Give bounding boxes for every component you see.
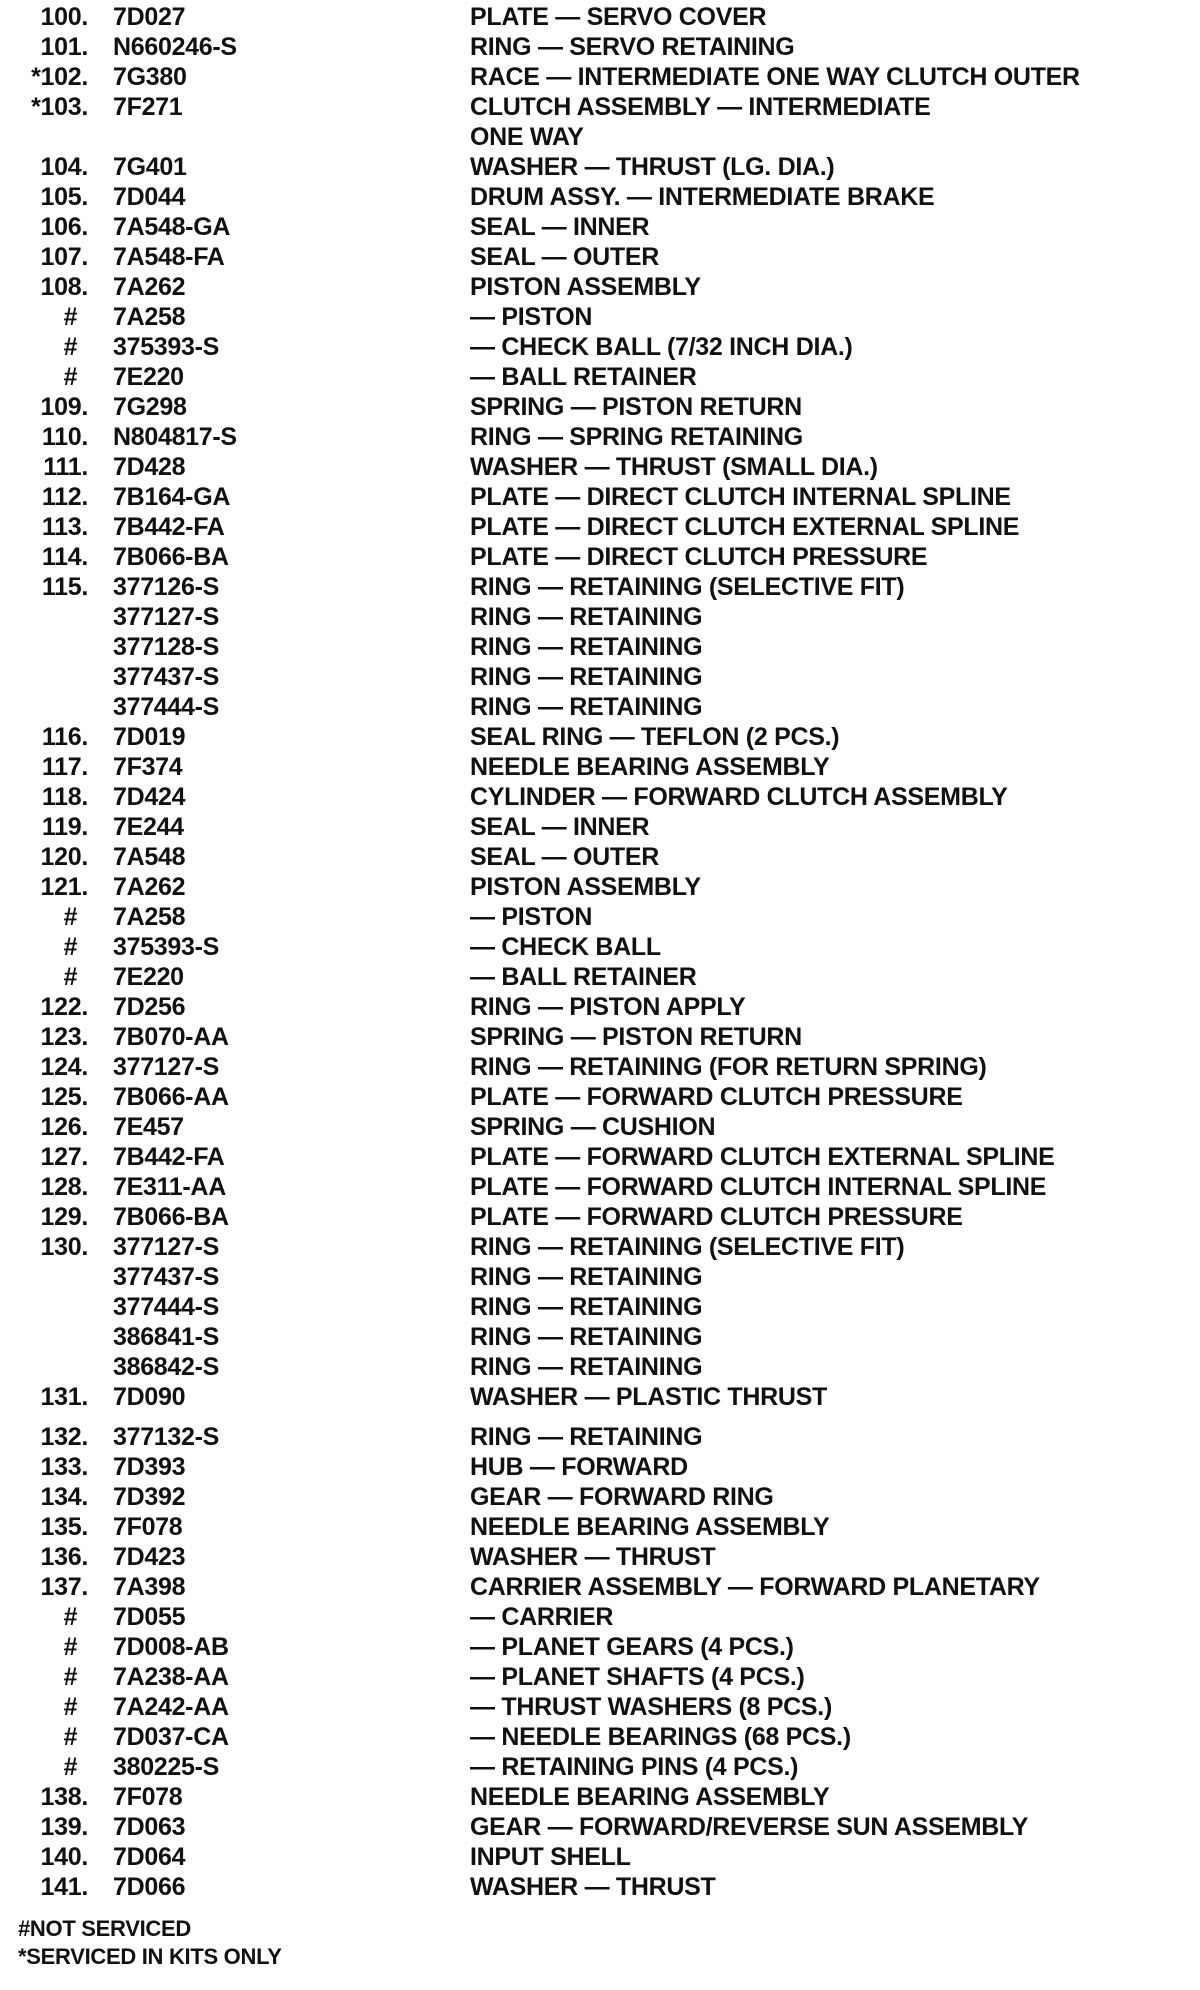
item-number: 125.: [40, 1083, 88, 1111]
parts-row: [0, 1202, 1200, 1232]
item-number: 126.: [40, 1113, 88, 1141]
parts-row: [0, 32, 1200, 62]
item-number: 101.: [40, 33, 88, 61]
part-description: — THRUST WASHERS (8 PCS.): [470, 1693, 832, 1721]
part-description: RING — SPRING RETAINING: [470, 423, 803, 451]
part-number: 7F078: [113, 1783, 183, 1811]
item-number: #: [63, 303, 77, 331]
item-number: 139.: [40, 1813, 88, 1841]
item-number: 127.: [40, 1143, 88, 1171]
part-number: 7D256: [113, 993, 186, 1021]
part-number: 7A398: [113, 1573, 186, 1601]
part-description: GEAR — FORWARD/REVERSE SUN ASSEMBLY: [470, 1813, 1029, 1841]
part-number: 7A258: [113, 303, 186, 331]
part-description: SEAL RING — TEFLON (2 PCS.): [470, 723, 840, 751]
parts-row: [0, 602, 1200, 632]
part-description: — CHECK BALL (7/32 INCH DIA.): [470, 333, 853, 361]
parts-row: [0, 1052, 1200, 1082]
part-description: SEAL — OUTER: [470, 843, 660, 871]
part-number: 375393-S: [113, 333, 220, 361]
part-number: 377132-S: [113, 1423, 220, 1451]
item-number: #: [63, 903, 77, 931]
parts-row: [0, 932, 1200, 962]
part-number: 7D008-AB: [113, 1633, 229, 1661]
part-description: PLATE — FORWARD CLUTCH PRESSURE: [470, 1203, 963, 1231]
item-number: #: [63, 333, 77, 361]
item-number: 119.: [41, 813, 88, 841]
part-description: RING — RETAINING: [470, 1353, 703, 1381]
parts-row: [0, 692, 1200, 722]
part-description: — PISTON: [470, 303, 593, 331]
part-description: INPUT SHELL: [470, 1843, 631, 1871]
item-number: 124.: [40, 1053, 88, 1081]
part-number: 386842-S: [113, 1353, 220, 1381]
part-description: SEAL — INNER: [470, 813, 650, 841]
part-description: RING — RETAINING: [470, 1293, 703, 1321]
part-description: NEEDLE BEARING ASSEMBLY: [470, 753, 830, 781]
part-description: GEAR — FORWARD RING: [470, 1483, 774, 1511]
item-number: #: [63, 1663, 77, 1691]
part-number: 377437-S: [113, 663, 220, 691]
part-number: 7D424: [113, 783, 186, 811]
parts-row: [0, 812, 1200, 842]
part-description: CLUTCH ASSEMBLY — INTERMEDIATE ONE WAY: [470, 93, 931, 151]
part-description: PLATE — FORWARD CLUTCH INTERNAL SPLINE: [470, 1173, 1047, 1201]
part-description: RING — RETAINING (SELECTIVE FIT): [470, 1233, 905, 1261]
footnote-not-serviced: #NOT SERVICED: [18, 1916, 191, 1941]
item-number: 118.: [41, 783, 88, 811]
parts-row: [0, 782, 1200, 812]
part-number: 7A258: [113, 903, 186, 931]
parts-row: [0, 1422, 1200, 1452]
item-number: 135.: [40, 1513, 88, 1541]
item-number: 132.: [40, 1423, 88, 1451]
part-number: 7E244: [113, 813, 184, 841]
item-number: 133.: [40, 1453, 88, 1481]
item-number: 134.: [40, 1483, 88, 1511]
parts-row: [0, 422, 1200, 452]
part-description: NEEDLE BEARING ASSEMBLY: [470, 1783, 830, 1811]
parts-row: [0, 92, 1200, 152]
part-description: WASHER — THRUST: [470, 1873, 716, 1901]
part-number: 377127-S: [113, 1053, 220, 1081]
part-number: 7B164-GA: [113, 483, 231, 511]
parts-row: [0, 1112, 1200, 1142]
part-number: 7E457: [113, 1113, 184, 1141]
item-number: 120.: [40, 843, 88, 871]
part-number: 7B066-AA: [113, 1083, 229, 1111]
part-description: — PISTON: [470, 903, 593, 931]
parts-row: [0, 1352, 1200, 1382]
item-number: 137.: [40, 1573, 88, 1601]
item-number: #: [63, 963, 77, 991]
item-number: 129.: [40, 1203, 88, 1231]
parts-row: [0, 362, 1200, 392]
part-number: 377128-S: [113, 633, 220, 661]
part-number: 377126-S: [113, 573, 220, 601]
part-description: PISTON ASSEMBLY: [470, 273, 701, 301]
item-number: 105.: [40, 183, 88, 211]
parts-row: [0, 62, 1200, 92]
part-description: — BALL RETAINER: [470, 363, 697, 391]
item-number: 107.: [40, 243, 88, 271]
part-description: RING — RETAINING: [470, 663, 703, 691]
part-number: 386841-S: [113, 1323, 220, 1351]
part-number: 7B066-BA: [113, 1203, 229, 1231]
part-description: SPRING — PISTON RETURN: [470, 393, 802, 421]
part-description: WASHER — THRUST (LG. DIA.): [470, 153, 835, 181]
part-number: 7A548: [113, 843, 186, 871]
part-description: RING — PISTON APPLY: [470, 993, 746, 1021]
part-number: 7A548-GA: [113, 213, 231, 241]
item-number: #: [63, 1753, 77, 1781]
part-description: RING — RETAINING (SELECTIVE FIT): [470, 573, 905, 601]
part-description: DRUM ASSY. — INTERMEDIATE BRAKE: [470, 183, 935, 211]
item-number: 106.: [40, 213, 88, 241]
parts-row: [0, 842, 1200, 872]
parts-row: [0, 1322, 1200, 1352]
part-number: 7A262: [113, 273, 186, 301]
part-description: NEEDLE BEARING ASSEMBLY: [470, 1513, 830, 1541]
part-number: 377444-S: [113, 1293, 220, 1321]
item-number: 136.: [40, 1543, 88, 1571]
item-number: *103.: [31, 93, 88, 121]
item-number: 122.: [40, 993, 88, 1021]
parts-row: [0, 632, 1200, 662]
item-number: 108.: [40, 273, 88, 301]
part-description: CYLINDER — FORWARD CLUTCH ASSEMBLY: [470, 783, 1008, 811]
part-description: CARRIER ASSEMBLY — FORWARD PLANETARY: [470, 1573, 1040, 1601]
parts-row: [0, 1812, 1200, 1842]
part-description: RING — RETAINING: [470, 1323, 703, 1351]
part-number: 7D037-CA: [113, 1723, 229, 1751]
part-number: 7D392: [113, 1483, 186, 1511]
parts-row: [0, 752, 1200, 782]
parts-row: [0, 1542, 1200, 1572]
part-number: 7G298: [113, 393, 187, 421]
part-description: RACE — INTERMEDIATE ONE WAY CLUTCH OUTER: [470, 63, 1080, 91]
parts-row: [0, 242, 1200, 272]
item-number: 113.: [41, 513, 88, 541]
item-number: #: [63, 363, 77, 391]
part-number: 7D428: [113, 453, 186, 481]
part-description: WASHER — PLASTIC THRUST: [470, 1383, 827, 1411]
part-number: 7B066-BA: [113, 543, 229, 571]
part-number: 7A262: [113, 873, 186, 901]
part-number: 7A548-FA: [113, 243, 225, 271]
part-description: RING — RETAINING: [470, 603, 703, 631]
part-number: 377127-S: [113, 603, 220, 631]
parts-row: [0, 1782, 1200, 1812]
part-description: PLATE — DIRECT CLUTCH EXTERNAL SPLINE: [470, 513, 1020, 541]
parts-row: [0, 512, 1200, 542]
part-description: SEAL — INNER: [470, 213, 650, 241]
part-number: 7F078: [113, 1513, 183, 1541]
parts-row: [0, 1842, 1200, 1872]
part-number: 7D090: [113, 1383, 186, 1411]
part-number: 7E220: [113, 963, 184, 991]
parts-row: [0, 1512, 1200, 1542]
part-number: 7B442-FA: [113, 1143, 225, 1171]
part-description: WASHER — THRUST (SMALL DIA.): [470, 453, 878, 481]
part-number: 7D423: [113, 1543, 186, 1571]
part-description: — PLANET GEARS (4 PCS.): [470, 1633, 794, 1661]
part-description: RING — RETAINING: [470, 1423, 703, 1451]
item-number: 111.: [43, 453, 88, 481]
parts-row: [0, 1632, 1200, 1662]
item-number: 123.: [40, 1023, 88, 1051]
part-description: — NEEDLE BEARINGS (68 PCS.): [470, 1723, 851, 1751]
item-number: 117.: [41, 753, 88, 781]
parts-row: [0, 1602, 1200, 1632]
part-number: N660246-S: [113, 33, 237, 61]
part-description: PLATE — FORWARD CLUTCH EXTERNAL SPLINE: [470, 1143, 1055, 1171]
parts-row: [0, 1662, 1200, 1692]
part-number: 7E311-AA: [113, 1173, 226, 1201]
parts-row: [0, 272, 1200, 302]
parts-row: [0, 902, 1200, 932]
part-number: 7B070-AA: [113, 1023, 229, 1051]
part-number: 7D044: [113, 183, 186, 211]
part-description: RING — RETAINING (FOR RETURN SPRING): [470, 1053, 987, 1081]
part-description: — CARRIER: [470, 1603, 614, 1631]
parts-row: [0, 212, 1200, 242]
part-description: PISTON ASSEMBLY: [470, 873, 701, 901]
part-number: 7D019: [113, 723, 186, 751]
parts-row: [0, 1692, 1200, 1722]
footnotes: [0, 1915, 1200, 1971]
parts-row: [0, 1082, 1200, 1112]
parts-row: [0, 452, 1200, 482]
parts-row: [0, 1292, 1200, 1322]
part-number: 7G401: [113, 153, 187, 181]
part-description: — BALL RETAINER: [470, 963, 697, 991]
part-number: 7D063: [113, 1813, 186, 1841]
item-number: 121.: [40, 873, 88, 901]
part-number: 7G380: [113, 63, 187, 91]
part-number: 7D055: [113, 1603, 186, 1631]
footnote-kits-only: *SERVICED IN KITS ONLY: [18, 1944, 282, 1969]
part-number: 377127-S: [113, 1233, 220, 1261]
parts-row: [0, 2, 1200, 32]
part-number: 7F374: [113, 753, 183, 781]
item-number: #: [63, 1633, 77, 1661]
parts-row: [0, 1022, 1200, 1052]
part-description: PLATE — DIRECT CLUTCH INTERNAL SPLINE: [470, 483, 1011, 511]
part-description: RING — SERVO RETAINING: [470, 33, 795, 61]
item-number: 112.: [41, 483, 88, 511]
parts-row: [0, 542, 1200, 572]
parts-row: [0, 392, 1200, 422]
part-number: 377444-S: [113, 693, 220, 721]
part-description: — PLANET SHAFTS (4 PCS.): [470, 1663, 805, 1691]
part-description: PLATE — FORWARD CLUTCH PRESSURE: [470, 1083, 963, 1111]
part-description: PLATE — DIRECT CLUTCH PRESSURE: [470, 543, 928, 571]
item-number: 110.: [41, 423, 88, 451]
parts-row: [0, 482, 1200, 512]
item-number: 100.: [40, 3, 88, 31]
part-description: RING — RETAINING: [470, 633, 703, 661]
part-number: 7D066: [113, 1873, 186, 1901]
parts-row: [0, 1752, 1200, 1782]
part-description: HUB — FORWARD: [470, 1453, 688, 1481]
item-number: 114.: [41, 543, 88, 571]
parts-row: [0, 1172, 1200, 1202]
parts-row: [0, 302, 1200, 332]
item-number: 128.: [40, 1173, 88, 1201]
parts-row: [0, 1872, 1200, 1902]
item-number: #: [63, 1723, 77, 1751]
part-description: — CHECK BALL: [470, 933, 661, 961]
part-number: 7D027: [113, 3, 186, 31]
part-number: 7A242-AA: [113, 1693, 229, 1721]
part-number: 7A238-AA: [113, 1663, 229, 1691]
parts-row: [0, 1382, 1200, 1412]
item-number: 104.: [40, 153, 88, 181]
part-number: 377437-S: [113, 1263, 220, 1291]
part-number: 375393-S: [113, 933, 220, 961]
item-number: 115.: [41, 573, 88, 601]
item-number: #: [63, 1693, 77, 1721]
parts-list: [0, 2, 1200, 1902]
item-number: 130.: [40, 1233, 88, 1261]
part-description: RING — RETAINING: [470, 693, 703, 721]
part-description: PLATE — SERVO COVER: [470, 3, 767, 31]
part-number: 380225-S: [113, 1753, 220, 1781]
parts-row: [0, 992, 1200, 1022]
parts-row: [0, 872, 1200, 902]
parts-row: [0, 1142, 1200, 1172]
parts-row: [0, 722, 1200, 752]
parts-row: [0, 1572, 1200, 1602]
parts-row: [0, 1452, 1200, 1482]
item-number: 116.: [41, 723, 88, 751]
item-number: *102.: [31, 63, 88, 91]
parts-row: [0, 152, 1200, 182]
part-number: 7E220: [113, 363, 184, 391]
part-number: 7D393: [113, 1453, 186, 1481]
part-description: SPRING — CUSHION: [470, 1113, 716, 1141]
part-description: SEAL — OUTER: [470, 243, 660, 271]
part-number: N804817-S: [113, 423, 237, 451]
item-number: 138.: [40, 1783, 88, 1811]
parts-row: [0, 962, 1200, 992]
parts-row: [0, 1722, 1200, 1752]
part-number: 7D064: [113, 1843, 186, 1871]
parts-row: [0, 1232, 1200, 1262]
item-number: #: [63, 933, 77, 961]
part-number: 7B442-FA: [113, 513, 225, 541]
part-description: WASHER — THRUST: [470, 1543, 716, 1571]
item-number: #: [63, 1603, 77, 1631]
item-number: 109.: [40, 393, 88, 421]
parts-row: [0, 332, 1200, 362]
part-description: RING — RETAINING: [470, 1263, 703, 1291]
item-number: 141.: [40, 1873, 88, 1901]
part-description: SPRING — PISTON RETURN: [470, 1023, 802, 1051]
parts-row: [0, 1262, 1200, 1292]
part-number: 7F271: [113, 93, 183, 121]
parts-row: [0, 572, 1200, 602]
parts-row: [0, 182, 1200, 212]
part-description: — RETAINING PINS (4 PCS.): [470, 1753, 799, 1781]
parts-row: [0, 1482, 1200, 1512]
parts-row: [0, 662, 1200, 692]
item-number: 140.: [40, 1843, 88, 1871]
item-number: 131.: [40, 1383, 88, 1411]
